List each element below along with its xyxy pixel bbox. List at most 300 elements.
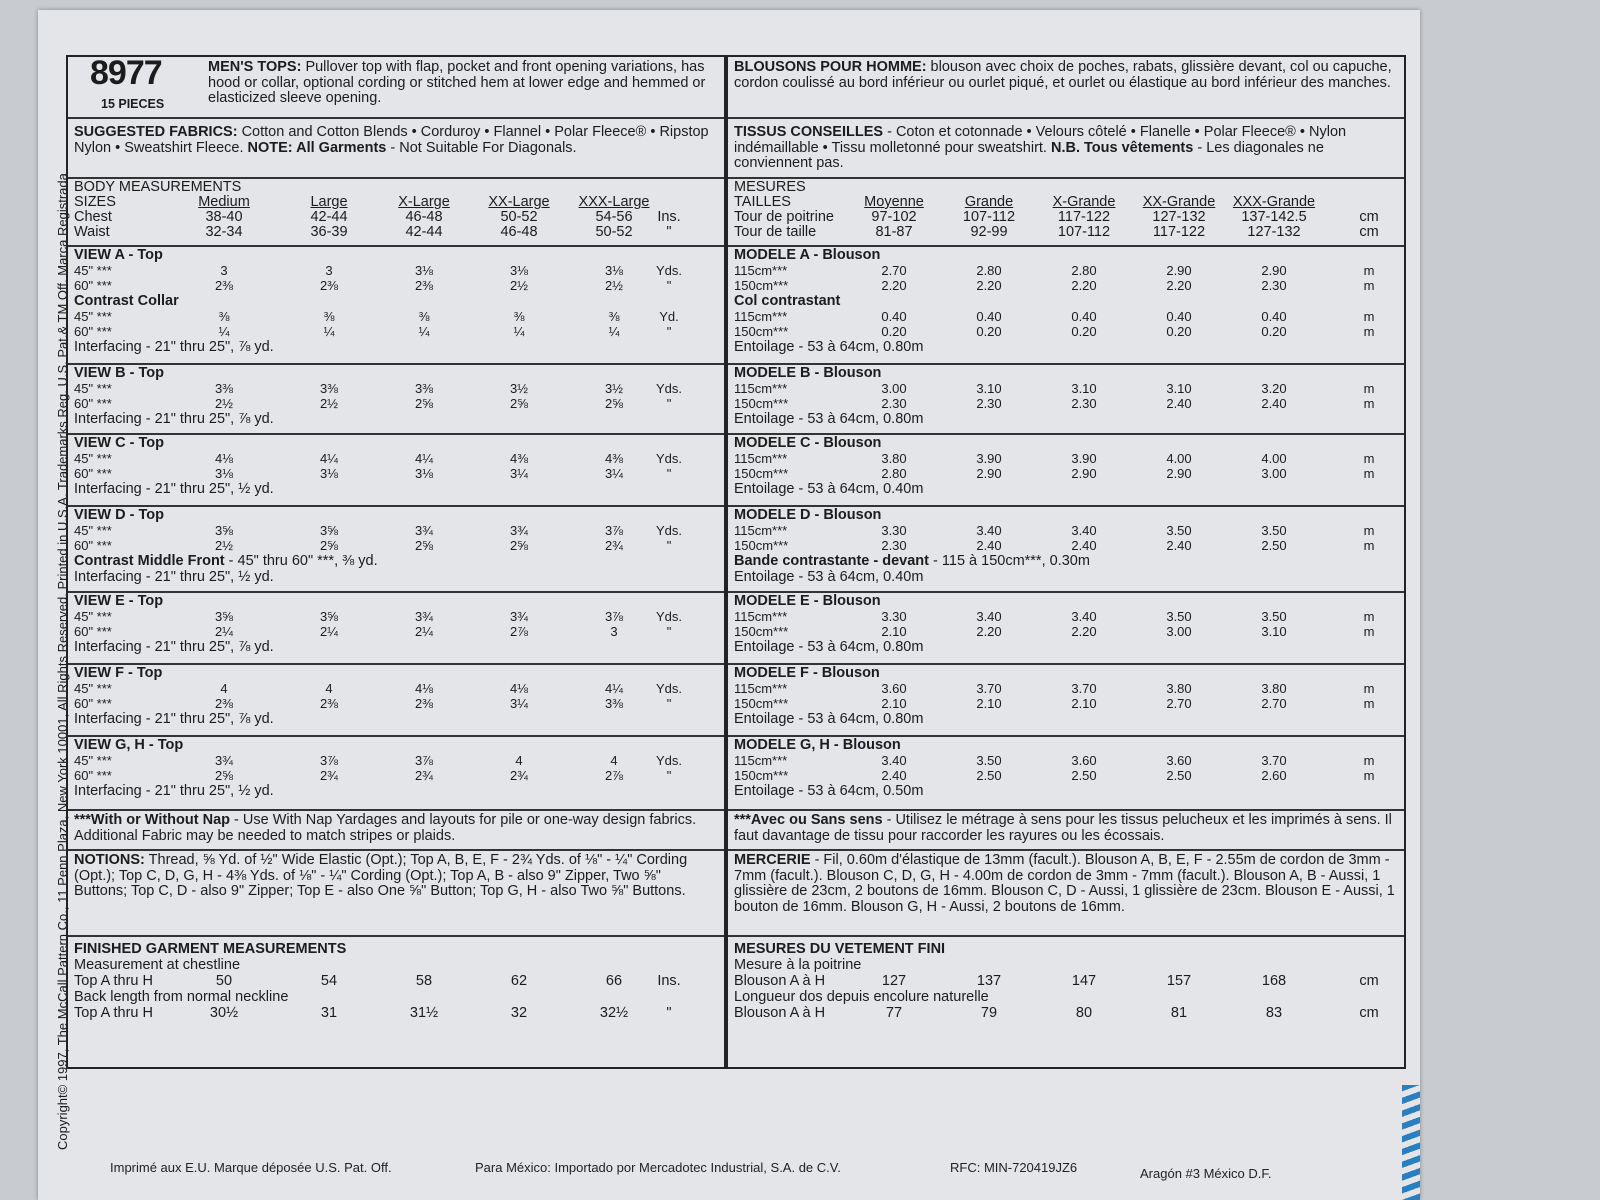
cell: 2¼: [214, 624, 234, 639]
waist-label: Waist: [74, 224, 110, 240]
cell: 4.00: [1261, 451, 1287, 466]
body-title-label: MESURES: [734, 179, 806, 195]
notions: [74, 853, 718, 900]
chest-unit: Ins.: [657, 209, 681, 225]
unit: m: [1363, 396, 1375, 411]
cell: 4⅜: [604, 451, 624, 466]
cell: 3¼: [509, 696, 529, 711]
footer-mexico: Para México: Importado por Mercadotec Industrial, S.A. de C.V.: [475, 1160, 841, 1175]
unit: Yds.: [655, 451, 682, 466]
cell: 32½: [599, 1005, 629, 1021]
fabric-width-label: 60" ***: [74, 538, 112, 553]
view-section: [728, 245, 1404, 365]
cell: 3.70: [976, 681, 1002, 696]
unit: m: [1363, 381, 1375, 396]
suggested-fabrics: [734, 125, 1398, 172]
yardage-row: [734, 381, 1398, 397]
cell: 0.20: [881, 324, 907, 339]
interfacing-label: Interfacing - 21" thru 25", ½ yd.: [74, 783, 274, 799]
chest-row: [734, 209, 1398, 225]
cell: 54: [320, 973, 338, 989]
yardage-row: [74, 466, 718, 482]
view-title-label: MODELE B - Blouson: [734, 365, 882, 381]
yardage-row: [734, 523, 1398, 539]
cell: 79: [980, 1005, 998, 1021]
unit: m: [1363, 263, 1375, 278]
cell: 2.20: [1166, 278, 1192, 293]
unit: m: [1363, 523, 1375, 538]
yardage-row: [734, 768, 1398, 784]
chest-unit: cm: [1359, 209, 1379, 225]
cell: 2⅝: [414, 538, 434, 553]
cell: ⅜: [513, 309, 525, 324]
footer-rfc: RFC: MIN-720419JZ6: [950, 1160, 1078, 1175]
unit: Yds.: [655, 263, 682, 278]
fabric-width-label: 45" ***: [74, 381, 112, 396]
cell: 3⅛: [319, 466, 339, 481]
cell: 54-56: [595, 209, 633, 225]
yardage-row: [74, 609, 718, 625]
cell: 2⅝: [414, 396, 434, 411]
view-title: [734, 665, 1398, 681]
fabric-width-label: 115cm***: [734, 681, 788, 696]
fabric-width-label: 115cm***: [734, 263, 788, 278]
finished-back-row-label: Top A thru H: [74, 1005, 153, 1021]
view-title-label: VIEW D - Top: [74, 507, 164, 523]
cell: 2.60: [1261, 768, 1287, 783]
cell: 2.10: [976, 696, 1002, 711]
cell: 3.10: [976, 381, 1002, 396]
french-column: [728, 57, 1404, 1067]
cell: 42-44: [310, 209, 348, 225]
finished-back-label: [734, 989, 1398, 1005]
fabrics-text: - Coton et cotonnade • Velours côtelé • Flanelle • Polar Fleece® • Nylon indémaillable • Tissu molletonné pour sweatshirt.: [734, 124, 1347, 156]
yardage-row: [74, 696, 718, 712]
cell: 2.90: [1261, 263, 1287, 278]
cell: 2.10: [881, 696, 907, 711]
cell: 3.80: [1261, 681, 1287, 696]
cell: 0.40: [1166, 309, 1192, 324]
cell: 3.10: [1071, 381, 1097, 396]
view-title-label: VIEW F - Top: [74, 665, 163, 681]
cell: 2⅞: [509, 624, 529, 639]
cell: Large: [310, 194, 348, 210]
view-title-label: VIEW E - Top: [74, 593, 164, 609]
cell: 168: [1261, 973, 1287, 989]
sub-title: [74, 293, 718, 309]
waist-unit: ": [666, 224, 672, 240]
sizes-label: TAILLES: [734, 194, 791, 210]
cell: 3.80: [1166, 681, 1192, 696]
finished-chest-row-label: Blouson A à H: [734, 973, 826, 989]
cell: 3¾: [509, 609, 529, 624]
view-title: [74, 435, 718, 451]
fabric-width-label: 115cm***: [734, 309, 788, 324]
finished-chest-unit: Ins.: [657, 973, 681, 989]
view-title-label: MODELE F - Blouson: [734, 665, 880, 681]
cell: 2.40: [1261, 396, 1287, 411]
body-measurements-section: [68, 177, 724, 247]
cell: 2.80: [881, 466, 907, 481]
finished-back-label: [74, 989, 718, 1005]
cell: 30½: [209, 1005, 239, 1021]
cell: 50-52: [500, 209, 538, 225]
view-section: [728, 363, 1404, 435]
cell: 3: [610, 624, 618, 639]
fabric-width-label: 150cm***: [734, 624, 789, 639]
cell: 3.00: [881, 381, 907, 396]
cell: 2⅝: [319, 538, 339, 553]
cell: XX-Grande: [1142, 194, 1216, 210]
cell: ¼: [513, 324, 525, 339]
fabric-width-label: 115cm***: [734, 381, 788, 396]
cell: 147: [1071, 973, 1097, 989]
view-title: [734, 365, 1398, 381]
fabrics-note-text: - Not Suitable For Diagonals.: [386, 139, 577, 156]
fabric-width-label: 45" ***: [74, 609, 112, 624]
chest-label: Chest: [74, 209, 112, 225]
cell: 4¼: [319, 451, 339, 466]
fabric-width-label: 115cm***: [734, 609, 788, 624]
cell: 2.50: [976, 768, 1002, 783]
fabrics-note-text: - Les diagonales ne conviennent pas.: [734, 139, 1324, 171]
cell: 3: [220, 263, 228, 278]
cell: 2⅝: [604, 396, 624, 411]
sizes-label: SIZES: [74, 194, 116, 210]
interfacing-note: [74, 569, 718, 585]
interfacing-label: Interfacing - 21" thru 25", ⅞ yd.: [74, 339, 274, 355]
cell: 4.00: [1166, 451, 1192, 466]
yardage-row: [734, 278, 1398, 294]
nap-note: [74, 813, 718, 844]
cell: 3.40: [976, 609, 1002, 624]
cell: 3¾: [214, 753, 234, 768]
fabric-width-label: 150cm***: [734, 324, 789, 339]
unit: ": [666, 396, 672, 411]
cell: 2.30: [976, 396, 1002, 411]
cell: Grande: [964, 194, 1014, 210]
cell: 2½: [509, 278, 529, 293]
view-title-label: MODELE D - Blouson: [734, 507, 882, 523]
cell: 127-132: [1247, 224, 1301, 240]
yardage-row: [74, 624, 718, 640]
fabric-width-label: 150cm***: [734, 396, 789, 411]
interfacing-note: [734, 783, 1398, 799]
description: [208, 60, 718, 107]
yardage-row: [734, 609, 1398, 625]
yardage-row: [74, 396, 718, 412]
cell: 2⅜: [214, 278, 234, 293]
cell: 3¾: [414, 609, 434, 624]
cell: 2⅜: [414, 696, 434, 711]
cell: 127-132: [1152, 209, 1206, 225]
cell: ¼: [418, 324, 430, 339]
nap-bold: ***Avec ou Sans sens: [734, 812, 883, 828]
finished-chest-text: Measurement at chestline: [74, 957, 241, 973]
cell: 107-112: [962, 209, 1016, 225]
cell: 3.40: [1071, 609, 1097, 624]
cell: 4¼: [604, 681, 624, 696]
interfacing-note: [734, 339, 1398, 355]
cell: 2¾: [509, 768, 529, 783]
cell: ⅜: [608, 309, 620, 324]
fabric-width-label: 60" ***: [74, 768, 112, 783]
unit: Yd.: [659, 309, 679, 324]
description-bold: BLOUSONS POUR HOMME:: [734, 59, 927, 75]
interfacing-note: [74, 783, 718, 799]
sub-title-label: Contrast Collar: [74, 293, 179, 309]
notions-section: [68, 849, 724, 937]
fabrics-note-bold: N.B. Tous vêtements: [1050, 139, 1194, 156]
cell: 3¾: [414, 523, 434, 538]
cell: 2.30: [881, 396, 907, 411]
cell: 2.10: [881, 624, 907, 639]
cell: 2¾: [604, 538, 624, 553]
view-title: [74, 507, 718, 523]
cell: 4: [610, 753, 618, 768]
cell: 97-102: [871, 209, 917, 225]
finished-chest-label: [734, 957, 1398, 973]
cell: 2⅝: [509, 538, 529, 553]
fabric-width-label: 150cm***: [734, 466, 789, 481]
cell: 2.80: [976, 263, 1002, 278]
cell: 3⅜: [604, 696, 624, 711]
view-title-label: MODELE A - Blouson: [734, 247, 881, 263]
yardage-row: [734, 451, 1398, 467]
cell: XXX-Grande: [1232, 194, 1316, 210]
finished-back-text: Longueur dos depuis encolure naturelle: [734, 989, 989, 1005]
cell: 2.80: [1071, 263, 1097, 278]
cell: 3½: [604, 381, 624, 396]
yardage-row: [74, 523, 718, 539]
contrast-note-rest: - 45" thru 60" ***, ⅜ yd.: [224, 553, 378, 569]
cell: 2.90: [1166, 466, 1192, 481]
fabrics-note-bold: NOTE: All Garments: [247, 139, 387, 156]
view-section: [68, 735, 724, 811]
yardage-row: [734, 538, 1398, 554]
cell: 3.80: [881, 451, 907, 466]
unit: m: [1363, 624, 1375, 639]
finished-back-unit: cm: [1359, 1005, 1379, 1021]
cell: 42-44: [405, 224, 443, 240]
cell: ¼: [218, 324, 230, 339]
cell: 2.70: [881, 263, 907, 278]
fabrics-text: Cotton and Cotton Blends • Corduroy • Flannel • Polar Fleece® • Ripstop Nylon • Sweatshirt Fleece.: [74, 124, 709, 156]
waist-label: Tour de taille: [734, 224, 817, 240]
cell: 2.50: [1261, 538, 1287, 553]
interfacing-label: Entoilage - 53 à 64cm, 0.80m: [734, 411, 924, 427]
cell: ⅜: [323, 309, 335, 324]
pattern-number: 8977: [90, 54, 162, 92]
cell: 3⅛: [214, 466, 234, 481]
cell: 0.20: [1071, 324, 1097, 339]
chest-row: [74, 209, 718, 225]
fabric-width-label: 115cm***: [734, 753, 788, 768]
finished-chest-row: [74, 973, 718, 989]
interfacing-label: Interfacing - 21" thru 25", ½ yd.: [74, 481, 274, 497]
yardage-row: [734, 309, 1398, 325]
cell: 0.40: [1071, 309, 1097, 324]
nap-text: - Use With Nap Yardages and layouts for pile or one-way design fabrics. Additional Fabric may be needed to match stripes or plaids.: [74, 812, 697, 844]
nap-bold: ***With or Without Nap: [74, 812, 230, 828]
view-title: [734, 737, 1398, 753]
unit: m: [1363, 451, 1375, 466]
cell: 2½: [319, 396, 339, 411]
waist-row: [74, 224, 718, 240]
fabric-width-label: 60" ***: [74, 624, 112, 639]
cell: 3⅞: [604, 523, 624, 538]
view-section: [728, 591, 1404, 665]
cell: 3.30: [881, 523, 907, 538]
nap-note: [734, 813, 1398, 844]
fabric-width-label: 45" ***: [74, 681, 112, 696]
interfacing-label: Interfacing - 21" thru 25", ½ yd.: [74, 569, 274, 585]
view-section: [68, 505, 724, 593]
cell: 66: [605, 973, 623, 989]
finished-title: [74, 941, 718, 957]
description-text: Pullover top with flap, pocket and front opening variations, has hood or collar, optional cording or stitched hem at lower edge and hemmed or elasticized sleeve opening.: [208, 59, 706, 106]
cell: 2.40: [976, 538, 1002, 553]
body-measurements-section: [728, 177, 1404, 247]
interfacing-note: [734, 411, 1398, 427]
header-section: [68, 54, 724, 119]
cell: 81-87: [875, 224, 913, 240]
cell: 3.20: [1261, 381, 1287, 396]
fabric-width-label: 150cm***: [734, 278, 789, 293]
unit: m: [1363, 753, 1375, 768]
cell: 3⅛: [414, 263, 434, 278]
view-section: [728, 735, 1404, 811]
finished-back-unit: ": [666, 1005, 672, 1021]
cell: ⅜: [218, 309, 230, 324]
cell: 80: [1075, 1005, 1093, 1021]
interfacing-label: Entoilage - 53 à 64cm, 0.40m: [734, 481, 924, 497]
view-title-label: MODELE E - Blouson: [734, 593, 881, 609]
cell: 2.30: [1261, 278, 1287, 293]
yardage-row: [74, 681, 718, 697]
view-title-label: VIEW B - Top: [74, 365, 164, 381]
cell: 0.20: [976, 324, 1002, 339]
cell: 2.40: [1166, 538, 1192, 553]
cell: ¼: [323, 324, 335, 339]
cell: 2.20: [976, 278, 1002, 293]
cell: 3.40: [881, 753, 907, 768]
finished-chest-unit: cm: [1359, 973, 1379, 989]
cell: 2¾: [319, 768, 339, 783]
cell: 3.50: [1261, 523, 1287, 538]
cell: 3.10: [1166, 381, 1192, 396]
cell: 3⅝: [319, 609, 339, 624]
cell: 3.40: [1071, 523, 1097, 538]
finished-title-label: FINISHED GARMENT MEASUREMENTS: [74, 941, 347, 957]
interfacing-label: Interfacing - 21" thru 25", ⅞ yd.: [74, 411, 274, 427]
cell: 2⅝: [214, 768, 234, 783]
view-section: [728, 663, 1404, 737]
yardage-row: [734, 681, 1398, 697]
fabric-width-label: 150cm***: [734, 768, 789, 783]
cell: 2⅜: [414, 278, 434, 293]
cell: 2¾: [414, 768, 434, 783]
interfacing-label: Interfacing - 21" thru 25", ⅞ yd.: [74, 711, 274, 727]
view-title-label: MODELE G, H - Blouson: [734, 737, 901, 753]
unit: m: [1363, 309, 1375, 324]
cell: ⅜: [418, 309, 430, 324]
body-title: [74, 179, 718, 195]
description: [734, 60, 1398, 91]
interfacing-label: Entoilage - 53 à 64cm, 0.40m: [734, 569, 924, 585]
cell: 2.50: [1071, 768, 1097, 783]
unit: Yds.: [655, 523, 682, 538]
yardage-row: [74, 309, 718, 325]
view-title: [734, 435, 1398, 451]
unit: m: [1363, 538, 1375, 553]
interfacing-note: [734, 639, 1398, 655]
cell: 4: [325, 681, 333, 696]
cell: 2⅜: [214, 696, 234, 711]
cell: 58: [415, 973, 433, 989]
yardage-row: [734, 696, 1398, 712]
cell: 117-122: [1152, 224, 1206, 240]
view-title-label: MODELE C - Blouson: [734, 435, 882, 451]
cell: 32-34: [205, 224, 243, 240]
cell: 4: [515, 753, 523, 768]
view-title: [74, 593, 718, 609]
cell: 3.10: [1261, 624, 1287, 639]
fabric-width-label: 45" ***: [74, 523, 112, 538]
finished-measurements-section: [728, 935, 1404, 1065]
finished-chest-row-label: Top A thru H: [74, 973, 153, 989]
unit: m: [1363, 696, 1375, 711]
fabric-width-label: 60" ***: [74, 278, 112, 293]
cell: 4⅛: [509, 681, 529, 696]
yardage-row: [74, 753, 718, 769]
view-title-label: VIEW C - Top: [74, 435, 164, 451]
interfacing-note: [734, 569, 1398, 585]
cell: 3¼: [509, 466, 529, 481]
cell: 117-122: [1057, 209, 1111, 225]
interfacing-label: Entoilage - 53 à 64cm, 0.80m: [734, 339, 924, 355]
cell: Medium: [198, 194, 250, 210]
notions-text: Thread, ⅝ Yd. of ½" Wide Elastic (Opt.); Top A, B, E, F - 2¾ Yds. of ⅛" - ¼" Cording (Opt.); Top C, D, G, H - 4⅜ Yds. of ⅛" - ¼" Cording (Opt.); Top A, B - also 9" Zipper, Two ⅝" Buttons; Top C, D - also 9" Zipper; Top E - also One ⅝" Button; Top G, H - also Two ⅝" Buttons.: [74, 852, 688, 899]
view-section: [68, 591, 724, 665]
finished-back-text: Back length from normal neckline: [74, 989, 289, 1005]
cell: 3.90: [1071, 451, 1097, 466]
cell: 2.90: [976, 466, 1002, 481]
unit: Yds.: [655, 681, 682, 696]
english-column: [68, 54, 724, 1067]
view-section: [68, 663, 724, 737]
cell: 32: [510, 1005, 528, 1021]
cell: 3¼: [604, 466, 624, 481]
yardage-row: [734, 624, 1398, 640]
fabric-width-label: 60" ***: [74, 396, 112, 411]
cell: 2⅞: [604, 768, 624, 783]
cell: 2.30: [881, 538, 907, 553]
sub-title: [734, 293, 1398, 309]
cell: 2.70: [1261, 696, 1287, 711]
yardage-row: [734, 324, 1398, 340]
contrast-note: [734, 553, 1398, 569]
contrast-note-text: [734, 553, 1090, 569]
cell: 2.90: [1166, 263, 1192, 278]
cell: 62: [510, 973, 528, 989]
cell: 3⅜: [214, 381, 234, 396]
view-title-label: VIEW G, H - Top: [74, 737, 184, 753]
cell: 3¾: [509, 523, 529, 538]
description-text: blouson avec choix de poches, rabats, glissière devant, col ou capuche, cordon coulissé au bord inférieur ou ourlet piqué, et ourlet ou élastique au bord inférieur des manches.: [734, 59, 1392, 91]
unit: Yds.: [655, 381, 682, 396]
body-title: [734, 179, 1398, 195]
